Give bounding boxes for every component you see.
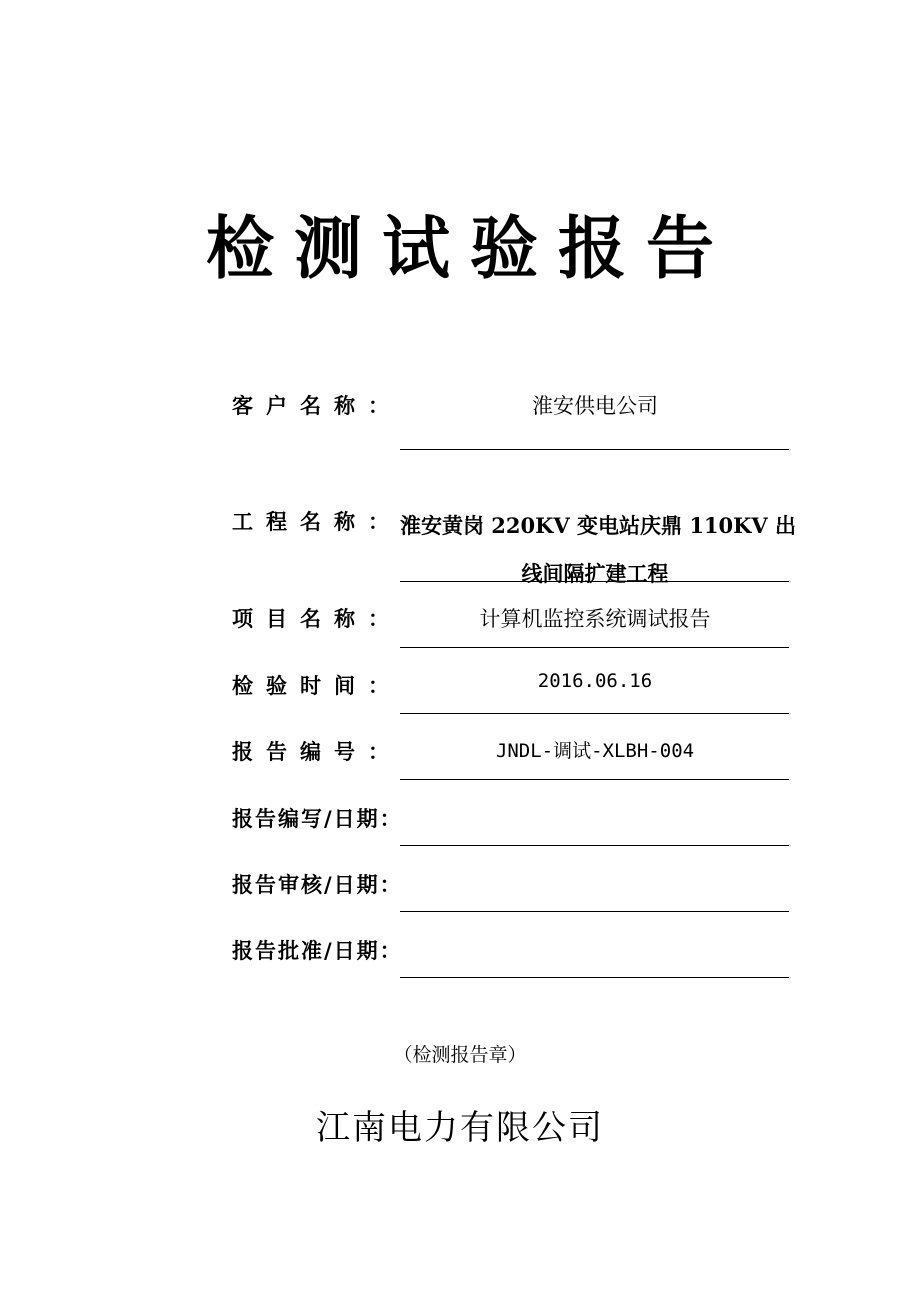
report-author-date-label: 报告编写/日期： <box>232 807 403 831</box>
customer-name-value: 淮安供电公司 <box>532 394 658 418</box>
item-name-value: 计算机监控系统调试报告 <box>479 607 711 631</box>
stamp-note: （检测报告章） <box>393 1044 527 1066</box>
item-name-label: 项目名称： <box>232 607 402 631</box>
project-name-label: 工程名称： <box>232 510 402 534</box>
project-name-underline <box>400 581 789 582</box>
inspection-date-label: 检验时间： <box>232 674 402 698</box>
project-name-value-line2: 线间隔扩建工程 <box>521 561 669 586</box>
report-number-label: 报告编号： <box>232 740 402 764</box>
item-name-underline <box>400 647 789 648</box>
customer-name-label: 客户名称： <box>232 394 402 418</box>
report-review-date-underline <box>400 911 789 912</box>
report-author-date-underline <box>400 845 789 846</box>
report-review-date-label: 报告审核/日期： <box>232 873 403 897</box>
report-number-underline <box>400 779 789 780</box>
company-name: 江南电力有限公司 <box>316 1108 604 1148</box>
report-number-value: JNDL-调试-XLBH-004 <box>495 740 695 762</box>
inspection-date-value: 2016.06.16 <box>537 670 653 692</box>
project-name-value-line1: 淮安黄岗 220KV 变电站庆鼎 110KV 出 <box>400 513 797 538</box>
inspection-date-underline <box>400 713 789 714</box>
report-approval-date-underline <box>400 977 789 978</box>
customer-name-underline <box>400 449 789 450</box>
report-approval-date-label: 报告批准/日期： <box>232 939 403 963</box>
report-title: 检测试验报告 <box>205 209 734 289</box>
